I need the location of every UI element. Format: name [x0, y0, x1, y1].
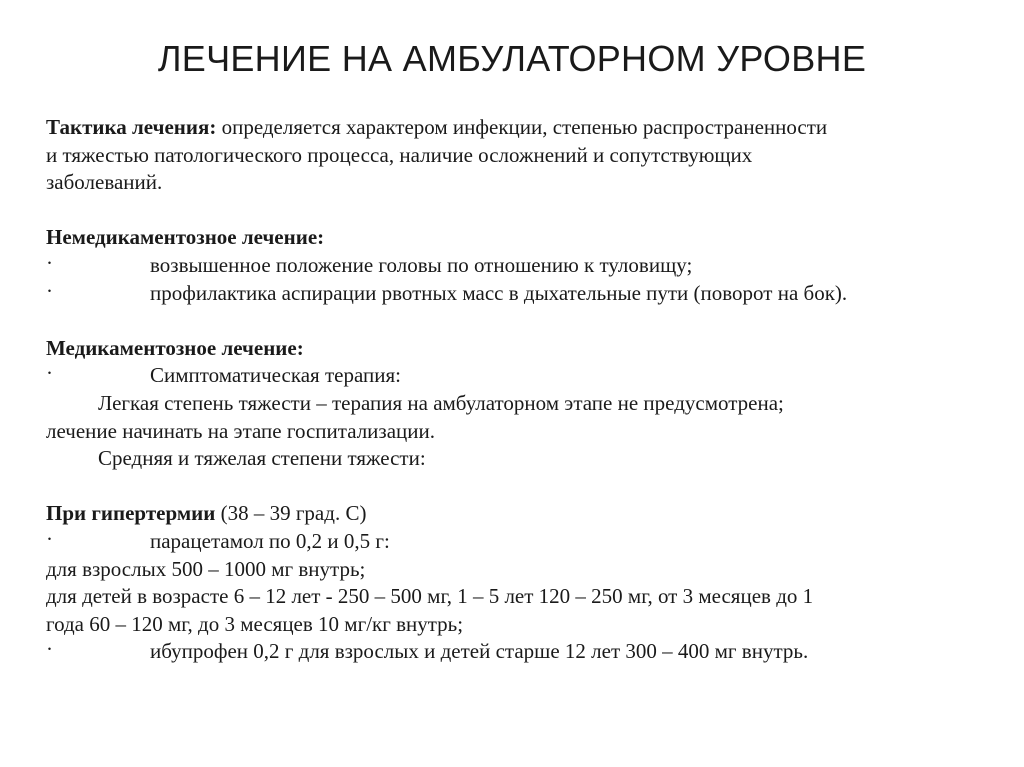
spacer: [46, 307, 1006, 335]
tactics-line-3: заболеваний.: [46, 170, 163, 195]
non-drug-item-2: [46, 280, 1006, 308]
mild-line-2: лечение начинать на этапе госпитализации.: [46, 418, 436, 443]
non-drug-item-1: [46, 252, 1006, 280]
tactics-label: Тактика лечения:: [46, 115, 217, 139]
hyperthermia-range: (38 – 39 град. С): [215, 501, 367, 526]
symptomatic-text: Симптоматическая терапия:: [150, 363, 401, 388]
non-drug-heading: Немедикаментозное лечение:: [46, 225, 325, 250]
mild-line-1: Легкая степень тяжести – терапия на амбулаторном этапе не предусмотрена;: [98, 390, 784, 415]
bullet-icon: ·: [46, 278, 53, 303]
slide-content: [46, 114, 1006, 666]
non-drug-item-text: профилактика аспирации рвотных масс в дыхательные пути (поворот на бок).: [150, 280, 848, 305]
adults-dose-line: для взрослых 500 – 1000 мг внутрь;: [46, 556, 366, 581]
hyperthermia-line: [46, 500, 1006, 528]
children-dose-line-1: для детей в возрасте 6 – 12 лет - 250 – 500 мг, 1 – 5 лет 120 – 250 мг, от 3 месяцев до 1: [46, 584, 814, 609]
ibuprofen-item: [46, 638, 1006, 666]
bullet-icon: ·: [46, 637, 53, 662]
ibuprofen-text: ибупрофен 0,2 г для взрослых и детей старше 12 лет 300 – 400 мг внутрь.: [150, 639, 809, 664]
moderate-line: Средняя и тяжелая степени тяжести:: [98, 446, 426, 471]
bullet-icon: ·: [46, 250, 53, 275]
slide-title: ЛЕЧЕНИЕ НА АМБУЛАТОРНОМ УРОВНЕ: [157, 38, 867, 79]
bullet-icon: ·: [46, 361, 53, 386]
paracetamol-item: [46, 528, 1006, 556]
drug-heading: Медикаментозное лечение:: [46, 335, 304, 360]
tactics-line-1: [46, 114, 1006, 142]
hyperthermia-heading: При гипертермии: [46, 501, 216, 526]
spacer: [46, 197, 1006, 225]
spacer: [46, 473, 1006, 501]
non-drug-item-text: возвышенное положение головы по отношению к туловищу;: [150, 252, 693, 277]
tactics-line-2: и тяжестью патологического процесса, наличие осложнений и сопутствующих: [46, 142, 753, 167]
children-dose-line-2: года 60 – 120 мг, до 3 месяцев 10 мг/кг внутрь;: [46, 611, 464, 636]
tactics-text-1: определяется характером инфекции, степенью распространенности: [216, 115, 828, 139]
bullet-icon: ·: [46, 526, 53, 551]
paracetamol-text: парацетамол по 0,2 и 0,5 г:: [150, 528, 390, 553]
symptomatic-item: [46, 362, 1006, 390]
